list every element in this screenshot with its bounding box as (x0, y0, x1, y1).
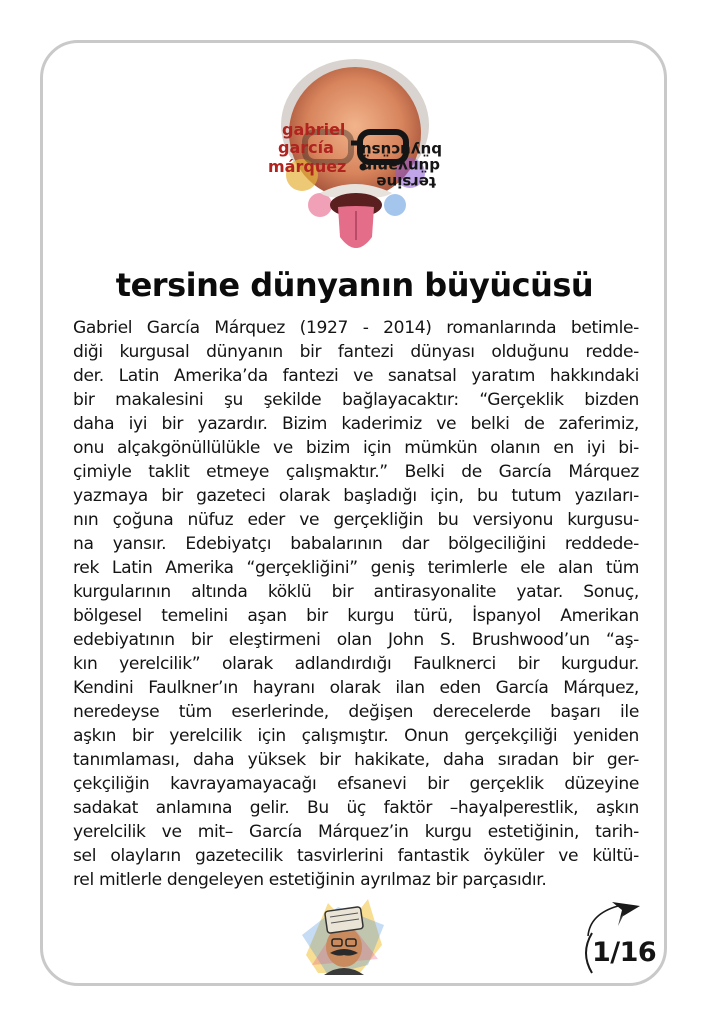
page-title: tersine dünyanın büyücüsü (115, 266, 594, 304)
body-line: diği kurgusal dünyanın bir fantezi dünyası olduğunu redde- (73, 342, 639, 362)
body-paragraph (73, 316, 639, 892)
body-line: sadakat anlamına gelir. Bu üç faktör –hayalperestlik, aşkın (73, 798, 639, 818)
portrait-text-red-1: gabriel (282, 120, 346, 139)
body-line: bir makalesini şu şekilde bağlayacaktır: “Gerçeklik bizden (73, 390, 639, 410)
body-line: rel mitlerle dengeleyen estetiğinin ayrılmaz bir parçasıdır. (73, 870, 547, 890)
body-line: kın yerelcilik” olarak adlandırdığı Faulknerci bir kurgudur. (73, 654, 639, 674)
portrait-text-dark-1: tersine (376, 173, 436, 191)
body-line: bölgesel temelini aşan bir kurgu türü, İspanyol Amerikan (73, 606, 639, 626)
portrait-text-dark-2: dünyanın (361, 157, 440, 175)
body-line: aşkın bir yerelcilik için çalışmıştır. Onun gerçekçiliği yeniden (73, 726, 639, 746)
body-line: yerelcilik ve mit– García Márquez’in kurgu estetiğinin, tarih- (73, 822, 639, 842)
body-line: yazmaya bir gazeteci olarak başladığı için, bu tutum yazıları- (73, 486, 639, 506)
body-line: edebiyatının bir eleştirmeni olan John S. Brushwood’un “aş- (73, 630, 639, 650)
portrait-text-dark-3: büyücüsü (360, 141, 442, 159)
portrait-text-red-3: márquez (268, 157, 347, 176)
body-line: rek Latin Amerika “gerçekliğini” geniş terimlerle ele alan tüm (73, 558, 639, 578)
body-line: çimiyle taklit etmeye çalışmaktır.” Belki de García Márquez (73, 462, 639, 482)
body-line: Gabriel García Márquez (1927 - 2014) romanlarında betimle- (73, 318, 639, 338)
body-line: sel olayların gazetecilik tasvirlerini fantastik öyküler ve kültü- (73, 846, 639, 866)
portrait-illustration (260, 55, 450, 260)
body-line: nın çoğuna nüfuz eder ve gerçekliğin bu versiyonu kurgusu- (73, 510, 639, 530)
body-line: daha iyi bir yazardır. Bizim kaderimiz ve belki de zaferimiz, (73, 414, 639, 434)
badge-illustration (298, 895, 388, 977)
body-line: na yansır. Edebiyatçı babalarının dar bölgeciliğini reddede- (73, 534, 639, 554)
portrait-text-red-2: garcía (278, 138, 334, 157)
body-line: onu alçakgönüllülükle ve bizim için mümkün olanın en iyi bi- (73, 438, 639, 458)
body-line: tanımlaması, daha yüksek bir hakikate, daha sıradan bir ger- (73, 750, 639, 770)
body-line: Kendini Faulkner’ın hayranı olarak ilan eden García Márquez, (73, 678, 639, 698)
body-line: çekçiliğin kavrayamayacağı efsanevi bir gerçeklik düzeyine (73, 774, 639, 794)
page-indicator: 1/16 (592, 937, 657, 968)
body-line: der. Latin Amerika’da fantezi ve sanatsal yaratım hakkındaki (73, 366, 639, 386)
body-line: neredeyse tüm eserlerinde, değişen derecelerde başarı ile (73, 702, 639, 722)
body-line: kurgularının altında köklü bir antirasyonalite yatar. Sonuç, (73, 582, 639, 602)
